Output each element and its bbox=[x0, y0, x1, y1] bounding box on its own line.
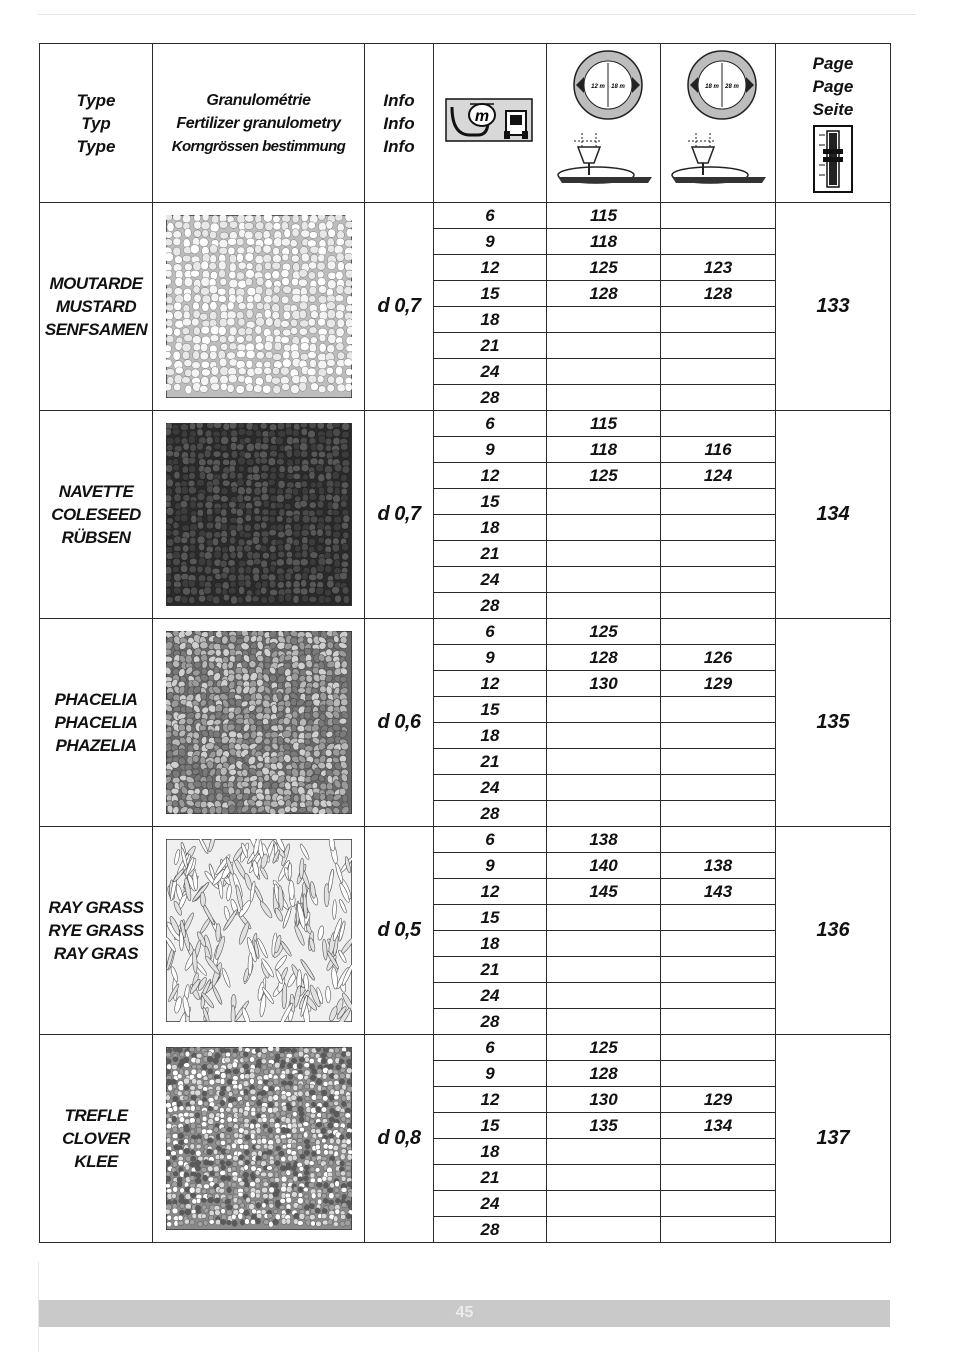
setting-disc-1 bbox=[547, 697, 661, 723]
setting-disc-1: 125 bbox=[547, 255, 661, 281]
working-width: 24 bbox=[434, 1191, 547, 1217]
seed-type-name: RAY GRAS bbox=[53, 944, 139, 963]
working-width: 12 bbox=[434, 879, 547, 905]
granulometry-cell bbox=[153, 203, 365, 411]
working-width: 24 bbox=[434, 775, 547, 801]
setting-disc-2: 129 bbox=[661, 671, 776, 697]
setting-disc-1 bbox=[547, 1191, 661, 1217]
working-width: 9 bbox=[434, 1061, 547, 1087]
setting-disc-2 bbox=[661, 1139, 776, 1165]
table-row bbox=[40, 827, 891, 853]
working-width: 6 bbox=[434, 411, 547, 437]
working-width: 6 bbox=[434, 827, 547, 853]
setting-disc-2 bbox=[661, 515, 776, 541]
seed-type-cell bbox=[40, 1035, 153, 1243]
setting-disc-1 bbox=[547, 489, 661, 515]
seed-type-name: SENFSAMEN bbox=[44, 320, 148, 339]
setting-disc-2 bbox=[661, 307, 776, 333]
setting-disc-1 bbox=[547, 801, 661, 827]
table-row bbox=[40, 203, 891, 229]
gauge-icon bbox=[813, 125, 853, 195]
setting-disc-1 bbox=[547, 775, 661, 801]
working-width: 12 bbox=[434, 1087, 547, 1113]
top-rule bbox=[38, 14, 916, 15]
setting-disc-2: 129 bbox=[661, 1087, 776, 1113]
working-width: 15 bbox=[434, 281, 547, 307]
header-info: Info Info Info bbox=[365, 44, 434, 203]
setting-disc-2 bbox=[661, 229, 776, 255]
setting-disc-1 bbox=[547, 749, 661, 775]
working-width: 18 bbox=[434, 307, 547, 333]
granulometry-cell bbox=[153, 827, 365, 1035]
setting-disc-2: 124 bbox=[661, 463, 776, 489]
working-width: 12 bbox=[434, 671, 547, 697]
header-page: Page Page Seite bbox=[776, 44, 891, 203]
working-width: 21 bbox=[434, 1165, 547, 1191]
seed-type-name: PHAZELIA bbox=[55, 736, 137, 755]
info-value: d 0,6 bbox=[365, 619, 434, 827]
setting-disc-2 bbox=[661, 749, 776, 775]
working-width: 21 bbox=[434, 333, 547, 359]
setting-disc-1: 115 bbox=[547, 203, 661, 229]
page-number: 45 bbox=[455, 1304, 474, 1321]
working-width: 18 bbox=[434, 931, 547, 957]
setting-disc-1: 130 bbox=[547, 1087, 661, 1113]
setting-disc-2 bbox=[661, 385, 776, 411]
setting-disc-2 bbox=[661, 333, 776, 359]
header-granulometry: Granulométrie Fertilizer granulometry Korngrössen bestimmung bbox=[153, 44, 365, 203]
setting-disc-1: 140 bbox=[547, 853, 661, 879]
setting-disc-2 bbox=[661, 931, 776, 957]
disc-2-label-right: 28 m bbox=[725, 84, 739, 90]
setting-disc-2 bbox=[661, 983, 776, 1009]
disc-1-label-right: 18 m bbox=[610, 84, 625, 90]
setting-disc-2 bbox=[661, 489, 776, 515]
seed-type-cell bbox=[40, 203, 153, 411]
setting-disc-2: 123 bbox=[661, 255, 776, 281]
setting-disc-2: 138 bbox=[661, 853, 776, 879]
seed-type-cell bbox=[40, 827, 153, 1035]
working-width: 21 bbox=[434, 749, 547, 775]
seed-type-name: TREFLE bbox=[64, 1106, 128, 1125]
granulometry-cell bbox=[153, 619, 365, 827]
setting-disc-1 bbox=[547, 1217, 661, 1243]
setting-disc-2 bbox=[661, 801, 776, 827]
setting-disc-1 bbox=[547, 359, 661, 385]
setting-disc-1 bbox=[547, 307, 661, 333]
seed-type-name: RÜBSEN bbox=[61, 528, 131, 547]
working-width: 15 bbox=[434, 697, 547, 723]
working-width: 18 bbox=[434, 723, 547, 749]
table-row bbox=[40, 619, 891, 645]
setting-disc-1: 118 bbox=[547, 437, 661, 463]
setting-disc-1: 130 bbox=[547, 671, 661, 697]
setting-disc-2 bbox=[661, 1035, 776, 1061]
setting-disc-1 bbox=[547, 983, 661, 1009]
working-width: 28 bbox=[434, 801, 547, 827]
setting-disc-1 bbox=[547, 385, 661, 411]
working-width: 28 bbox=[434, 1217, 547, 1243]
page-reference: 133 bbox=[776, 203, 891, 411]
seed-type-name: RAY GRASS bbox=[48, 898, 144, 917]
header-disc-2 bbox=[661, 44, 776, 203]
granulometry-image bbox=[166, 839, 352, 1022]
setting-disc-1 bbox=[547, 593, 661, 619]
working-width: 28 bbox=[434, 593, 547, 619]
setting-disc-1 bbox=[547, 1165, 661, 1191]
working-width: 24 bbox=[434, 983, 547, 1009]
setting-disc-2 bbox=[661, 827, 776, 853]
working-width: 6 bbox=[434, 203, 547, 229]
setting-disc-2 bbox=[661, 1061, 776, 1087]
setting-disc-1: 115 bbox=[547, 411, 661, 437]
setting-disc-2 bbox=[661, 957, 776, 983]
tractor-width-icon bbox=[444, 95, 536, 145]
header-row bbox=[40, 44, 891, 203]
setting-disc-2 bbox=[661, 541, 776, 567]
table-row bbox=[40, 1035, 891, 1061]
working-width: 18 bbox=[434, 515, 547, 541]
setting-disc-2 bbox=[661, 593, 776, 619]
setting-disc-1: 145 bbox=[547, 879, 661, 905]
setting-disc-2 bbox=[661, 1191, 776, 1217]
working-width: 21 bbox=[434, 957, 547, 983]
setting-disc-1 bbox=[547, 333, 661, 359]
seed-settings-table bbox=[39, 43, 891, 1243]
setting-disc-1: 125 bbox=[547, 619, 661, 645]
setting-disc-1: 128 bbox=[547, 281, 661, 307]
setting-disc-2 bbox=[661, 359, 776, 385]
header-type: Type Typ Type bbox=[40, 44, 153, 203]
page-reference: 137 bbox=[776, 1035, 891, 1243]
setting-disc-2 bbox=[661, 1165, 776, 1191]
working-width: 9 bbox=[434, 437, 547, 463]
setting-disc-2: 134 bbox=[661, 1113, 776, 1139]
disc-2-label-left: 18 m bbox=[705, 84, 719, 90]
setting-disc-2 bbox=[661, 567, 776, 593]
setting-disc-2 bbox=[661, 619, 776, 645]
working-width: 6 bbox=[434, 619, 547, 645]
seed-type-name: RYE GRASS bbox=[48, 921, 144, 940]
setting-disc-1: 118 bbox=[547, 229, 661, 255]
setting-disc-1 bbox=[547, 723, 661, 749]
info-value: d 0,7 bbox=[365, 411, 434, 619]
setting-disc-2 bbox=[661, 1217, 776, 1243]
setting-disc-2 bbox=[661, 905, 776, 931]
disc-1-label-left: 12 m bbox=[590, 84, 605, 90]
setting-disc-2: 116 bbox=[661, 437, 776, 463]
setting-disc-2 bbox=[661, 203, 776, 229]
setting-disc-1: 138 bbox=[547, 827, 661, 853]
table-row bbox=[40, 411, 891, 437]
page-reference: 134 bbox=[776, 411, 891, 619]
info-value: d 0,5 bbox=[365, 827, 434, 1035]
seed-type-name: NAVETTE bbox=[58, 482, 134, 501]
header-disc-1 bbox=[547, 44, 661, 203]
granulometry-image bbox=[166, 1047, 352, 1230]
working-width: 6 bbox=[434, 1035, 547, 1061]
setting-disc-1: 128 bbox=[547, 645, 661, 671]
working-width: 9 bbox=[434, 853, 547, 879]
setting-disc-1 bbox=[547, 931, 661, 957]
working-width: 28 bbox=[434, 385, 547, 411]
setting-disc-2 bbox=[661, 775, 776, 801]
setting-disc-1: 125 bbox=[547, 1035, 661, 1061]
working-width: 15 bbox=[434, 905, 547, 931]
setting-disc-2: 128 bbox=[661, 281, 776, 307]
setting-disc-2: 126 bbox=[661, 645, 776, 671]
seed-type-name: PHACELIA bbox=[54, 690, 138, 709]
setting-disc-1 bbox=[547, 541, 661, 567]
footer-bar bbox=[39, 1300, 890, 1327]
seed-type-name: COLESEED bbox=[51, 505, 141, 524]
setting-disc-1 bbox=[547, 1009, 661, 1035]
setting-disc-1 bbox=[547, 1139, 661, 1165]
working-width: 24 bbox=[434, 567, 547, 593]
granulometry-cell bbox=[153, 411, 365, 619]
granulometry-image bbox=[166, 423, 352, 606]
seed-type-name: CLOVER bbox=[62, 1129, 130, 1148]
setting-disc-2 bbox=[661, 697, 776, 723]
working-width: 18 bbox=[434, 1139, 547, 1165]
info-value: d 0,8 bbox=[365, 1035, 434, 1243]
setting-disc-2 bbox=[661, 1009, 776, 1035]
seed-type-name: MUSTARD bbox=[55, 297, 137, 316]
seed-type-cell bbox=[40, 619, 153, 827]
setting-disc-1: 135 bbox=[547, 1113, 661, 1139]
header-working-width bbox=[434, 44, 547, 203]
seed-type-cell bbox=[40, 411, 153, 619]
setting-disc-1: 125 bbox=[547, 463, 661, 489]
granulometry-cell bbox=[153, 1035, 365, 1243]
granulometry-image bbox=[166, 631, 352, 814]
info-value: d 0,7 bbox=[365, 203, 434, 411]
working-width: 9 bbox=[434, 645, 547, 671]
granulometry-image bbox=[166, 215, 352, 398]
page-reference: 135 bbox=[776, 619, 891, 827]
setting-disc-1 bbox=[547, 905, 661, 931]
seed-type-name: KLEE bbox=[74, 1152, 118, 1171]
page-reference: 136 bbox=[776, 827, 891, 1035]
spreader-disc-icon bbox=[552, 47, 656, 193]
setting-disc-1 bbox=[547, 515, 661, 541]
setting-disc-1: 128 bbox=[547, 1061, 661, 1087]
setting-disc-2 bbox=[661, 723, 776, 749]
setting-disc-1 bbox=[547, 957, 661, 983]
seed-type-name: PHACELIA bbox=[54, 713, 138, 732]
working-width: 28 bbox=[434, 1009, 547, 1035]
svg-text:m: m bbox=[474, 108, 490, 125]
spreader-disc-icon bbox=[666, 47, 770, 193]
setting-disc-1 bbox=[547, 567, 661, 593]
working-width: 12 bbox=[434, 463, 547, 489]
working-width: 21 bbox=[434, 541, 547, 567]
working-width: 24 bbox=[434, 359, 547, 385]
working-width: 15 bbox=[434, 1113, 547, 1139]
seed-type-name: MOUTARDE bbox=[49, 274, 143, 293]
working-width: 15 bbox=[434, 489, 547, 515]
working-width: 9 bbox=[434, 229, 547, 255]
setting-disc-2: 143 bbox=[661, 879, 776, 905]
setting-disc-2 bbox=[661, 411, 776, 437]
working-width: 12 bbox=[434, 255, 547, 281]
